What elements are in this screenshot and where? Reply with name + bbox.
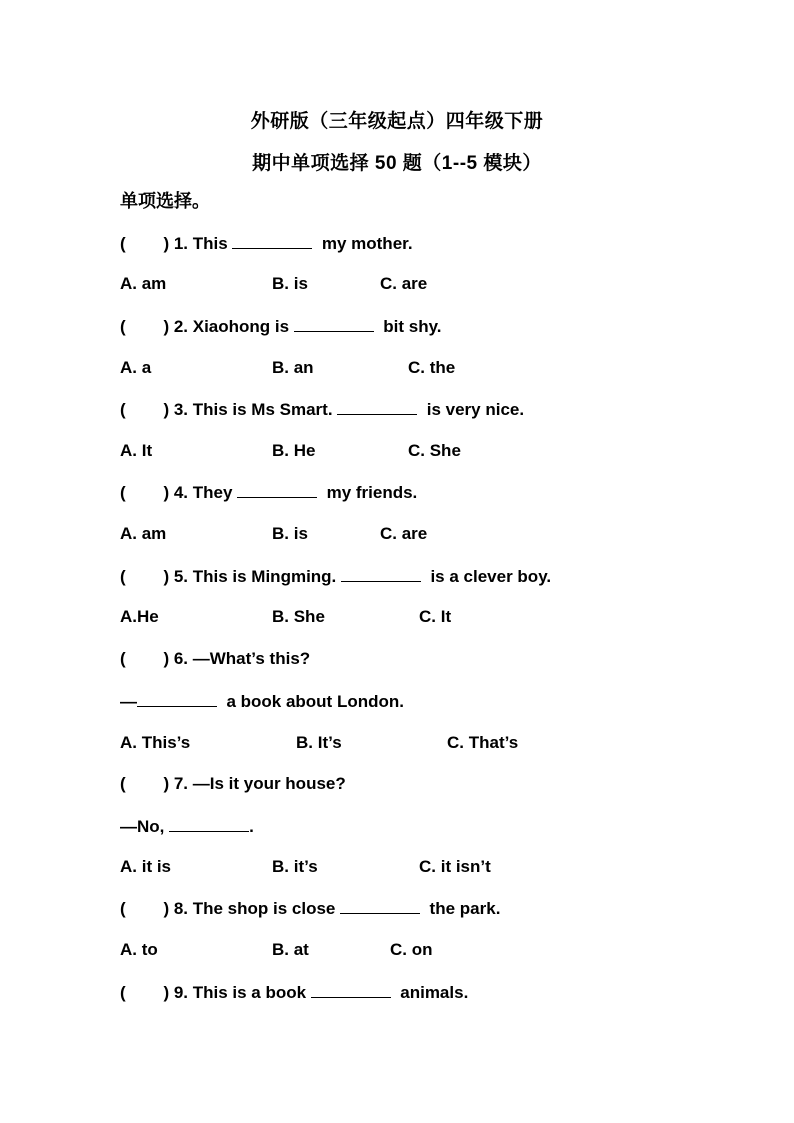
question-8-stem: ( ) 8. The shop is close xyxy=(120,899,341,918)
question-8-option-b: B. at xyxy=(272,940,309,959)
answer-blank xyxy=(232,232,312,249)
question-5-option-b: B. She xyxy=(272,607,325,626)
question-5 xyxy=(120,565,551,588)
answer-blank xyxy=(340,897,420,914)
question-5-option-c: C. It xyxy=(419,607,452,626)
question-4 xyxy=(120,481,417,504)
question-9-stem-end: animals. xyxy=(390,983,469,1002)
question-6-option-c: C. That’s xyxy=(447,733,519,752)
question-8-stem-end: the park. xyxy=(420,899,501,918)
document-title: 外研版（三年级起点）四年级下册 xyxy=(250,111,544,132)
question-6-reply-dash: — xyxy=(120,692,137,711)
question-2-option-b: B. an xyxy=(272,358,314,377)
question-7-option-c: C. it isn’t xyxy=(419,857,491,876)
document-subtitle: 期中单项选择 50 题（1--5 模块） xyxy=(252,153,542,174)
question-9-stem: ( ) 9. This is a book xyxy=(120,983,311,1002)
question-5-option-a: A.He xyxy=(120,607,159,626)
question-3-option-c: C. She xyxy=(408,441,461,460)
question-2-stem-end: bit shy. xyxy=(373,317,442,336)
answer-blank xyxy=(169,815,249,832)
question-3-option-b: B. He xyxy=(272,441,316,460)
question-3 xyxy=(120,398,524,421)
question-7: ( ) 7. —Is it your house? xyxy=(120,774,346,793)
question-8-option-c: C. on xyxy=(390,940,433,959)
question-7-reply xyxy=(120,815,254,838)
question-1-stem-end: my mother. xyxy=(312,234,413,253)
question-8-option-a: A. to xyxy=(120,940,158,959)
question-3-option-a: A. It xyxy=(120,441,153,460)
answer-blank xyxy=(337,398,417,415)
question-4-option-c: C. are xyxy=(380,524,428,543)
question-1 xyxy=(120,232,413,255)
question-2-stem: ( ) 2. Xiaohong is xyxy=(120,317,294,336)
question-7-reply-end: . xyxy=(249,817,254,836)
section-label: 单项选择。 xyxy=(120,191,210,211)
question-4-stem-end: my friends. xyxy=(317,483,418,502)
question-1-stem: ( ) 1. This xyxy=(120,234,233,253)
question-1-option-a: A. am xyxy=(120,274,167,293)
question-2 xyxy=(120,315,442,338)
question-1-option-b: B. is xyxy=(272,274,308,293)
answer-blank xyxy=(294,315,374,332)
question-4-option-b: B. is xyxy=(272,524,308,543)
question-6: ( ) 6. —What’s this? xyxy=(120,649,311,668)
answer-blank xyxy=(137,690,217,707)
question-7-option-a: A. it is xyxy=(120,857,172,876)
question-3-stem: ( ) 3. This is Ms Smart. xyxy=(120,400,338,419)
question-7-option-b: B. it’s xyxy=(272,857,318,876)
question-1-option-c: C. are xyxy=(380,274,428,293)
question-5-stem: ( ) 5. This is Mingming. xyxy=(120,567,342,586)
answer-blank xyxy=(311,981,391,998)
question-6-reply xyxy=(120,690,404,713)
question-6-option-b: B. It’s xyxy=(296,733,342,752)
question-6-reply-end: a book about London. xyxy=(217,692,404,711)
question-4-option-a: A. am xyxy=(120,524,167,543)
question-2-option-c: C. the xyxy=(408,358,456,377)
question-5-stem-end: is a clever boy. xyxy=(421,567,552,586)
question-8 xyxy=(120,897,500,920)
question-6-option-a: A. This’s xyxy=(120,733,191,752)
answer-blank xyxy=(237,481,317,498)
question-9 xyxy=(120,981,468,1004)
question-3-stem-end: is very nice. xyxy=(417,400,525,419)
question-2-option-a: A. a xyxy=(120,358,152,377)
question-7-reply-start: —No, xyxy=(120,817,170,836)
question-4-stem: ( ) 4. They xyxy=(120,483,238,502)
answer-blank xyxy=(341,565,421,582)
